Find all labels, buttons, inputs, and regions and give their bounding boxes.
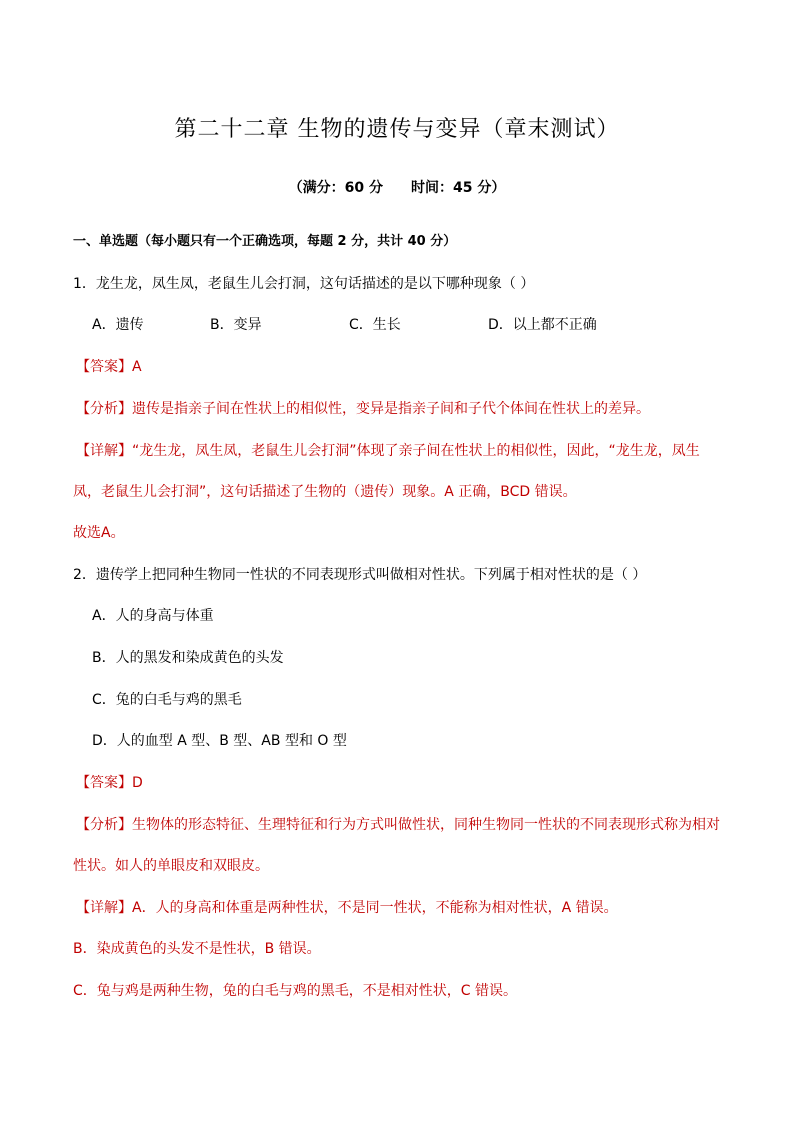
q2-option-a: A．人的身高与体重 — [92, 608, 214, 624]
q2-option-b: B．人的黑发和染成黄色的头发 — [92, 650, 284, 666]
q2-option-d: D．人的血型 A 型、B 型、AB 型和 O 型 — [92, 733, 347, 749]
q2-answer: 【答案】D — [76, 775, 143, 791]
question-1: 1．龙生龙，凤生凤，老鼠生儿会打洞，这句话描述的是以下哪种现象（ ） — [73, 276, 535, 292]
q2-detail-c: C．兔与鸡是两种生物，兔的白毛与鸡的黑毛，不是相对性状，C 错误。 — [73, 983, 517, 999]
q2-detail-a: 【详解】A．人的身高和体重是两种性状，不是同一性状，不能称为相对性状，A 错误。 — [76, 900, 618, 916]
full-score: （满分：60 分 — [288, 180, 383, 196]
q1-answer: 【答案】A — [76, 359, 142, 375]
page-title: 第二十二章 生物的遗传与变异（章末测试） — [174, 117, 620, 142]
q2-detail-b: B．染成黄色的头发不是性状，B 错误。 — [73, 941, 321, 957]
section-heading: 一、单选题（每小题只有一个正确选项，每题 2 分，共计 40 分） — [73, 234, 457, 249]
q1-conclusion: 故选A。 — [73, 525, 125, 541]
q1-analysis: 【分析】遗传是指亲子间在性状上的相似性，变异是指亲子间和子代个体间在性状上的差异。 — [76, 401, 650, 417]
q1-option-b: B．变异 — [210, 317, 262, 333]
q2-option-c: C．兔的白毛与鸡的黑毛 — [92, 692, 242, 708]
q1-option-c: C．生长 — [349, 317, 401, 333]
q1-option-a: A．遗传 — [92, 317, 144, 333]
exam-info — [0, 178, 794, 198]
q2-analysis-line-1: 【分析】生物体的形态特征、生理特征和行为方式叫做性状，同种生物同一性状的不同表现形式称为相对 — [76, 817, 720, 833]
q2-analysis-line-2: 性状。如人的单眼皮和双眼皮。 — [73, 858, 269, 874]
question-2: 2．遗传学上把同种生物同一性状的不同表现形式叫做相对性状。下列属于相对性状的是（ ） — [73, 567, 647, 583]
q1-detail-line-1: 【详解】“龙生龙，凤生凤，老鼠生儿会打洞”体现了亲子间在性状上的相似性，因此，“龙生龙，凤生 — [76, 443, 700, 459]
q1-option-d: D．以上都不正确 — [488, 317, 597, 333]
q1-detail-line-2: 凤，老鼠生儿会打洞”，这句话描述了生物的（遗传）现象。A 正确，BCD 错误。 — [73, 484, 577, 500]
exam-time: 时间：45 分） — [411, 180, 506, 196]
